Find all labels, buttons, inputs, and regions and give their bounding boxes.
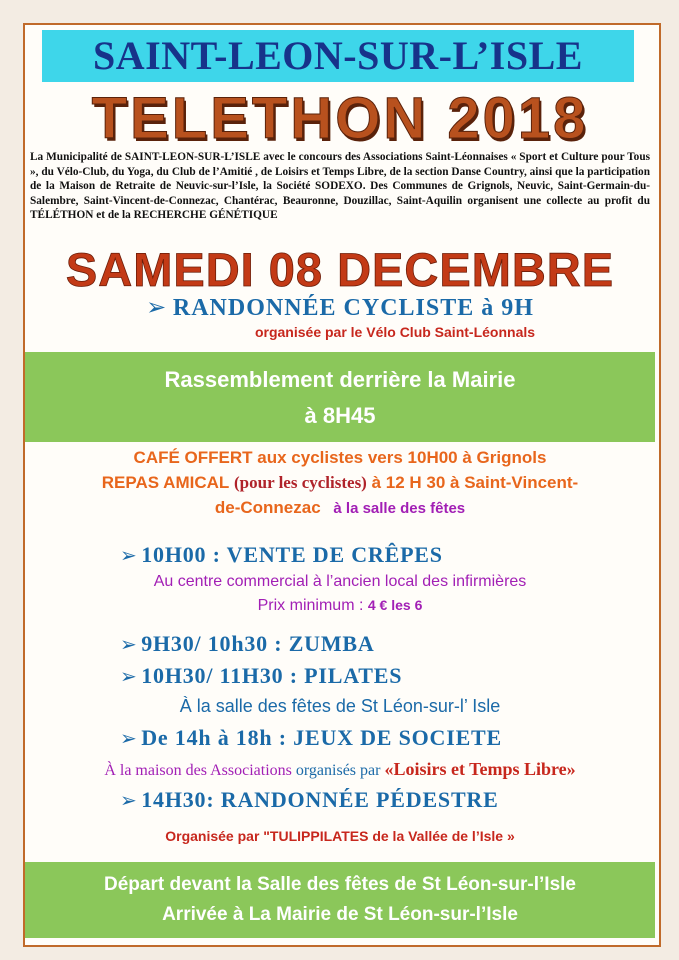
games-place-line	[23, 758, 657, 782]
games-organized: organisés par	[295, 762, 381, 779]
meal-line2	[23, 496, 657, 521]
games-place: À la maison des Associations	[104, 762, 292, 779]
meal-hall: à la salle des fêtes	[333, 500, 466, 517]
cycling-organizer: organisée par le Vélo Club Saint-Léonnals	[254, 324, 536, 340]
meal-time-place: à 12 H 30 à Saint-Vincent-	[371, 473, 579, 492]
meal-label: REPAS AMICAL	[101, 473, 230, 492]
crepes-line	[120, 540, 660, 573]
intro-paragraph: La Municipalité de SAINT-LEON-SUR-L’ISLE avec le concours des Associations Saint-Léonnaises « Sport et Culture pour Tous », du Vélo-Club, du Yoga, du Club de l’Amitié , de Loisirs et Temps Libre, de la section Danse Country, ainsi que la participation de la Maison de Retraite de Neuvic-sur-l’Isle, la Société SODEXO. Des Communes de Grignols, Neuvic, Saint-Germain-du-Salembre, Saint-Vincent-de-Connezac, Chantérac, Beauronne, Douzillac, Saint-Aquilin organisent une collecte au profit du TÉLÉTHON et de la RECHERCHE GÉNÉTIQUE	[30, 151, 650, 222]
hike-line	[120, 786, 660, 817]
games-line	[120, 724, 660, 755]
cycling-title: RANDONNÉE CYCLISTE à 9H	[172, 295, 534, 321]
arrow-bullet-icon: ➢	[120, 788, 137, 812]
games-title: De 14h à 18h : JEUX DE SOCIETE	[141, 725, 502, 750]
arrow-bullet-icon: ➢	[120, 664, 137, 688]
footer-line1: Départ devant la Salle des fêtes de St Léon-sur-l’Isle	[104, 874, 576, 895]
gathering-line1: Rassemblement derrière la Mairie	[164, 367, 516, 392]
arrow-bullet-icon: ➢	[120, 543, 137, 567]
meal-line	[23, 471, 657, 495]
hike-title: 14H30: RANDONNÉE PÉDESTRE	[141, 787, 499, 812]
pilates-line	[120, 662, 660, 693]
gathering-line2: à 8H45	[304, 403, 376, 428]
price-value: 4 € les 6	[367, 597, 423, 613]
crepes-place: Au centre commercial à l’ancien local des infirmières	[153, 573, 527, 590]
cycling-line	[23, 293, 657, 322]
arrow-bullet-icon: ➢	[120, 632, 137, 656]
meal-place-cont: de-Connezac	[214, 498, 321, 517]
arrow-bullet-icon: ➢	[146, 293, 167, 321]
crepes-price	[23, 595, 657, 616]
games-org: «Loisirs et Temps Libre»	[384, 759, 576, 779]
footer-line2: Arrivée à La Mairie de St Léon-sur-l’Isle	[162, 904, 518, 925]
zumba-line	[120, 630, 660, 661]
cafe-line: CAFÉ OFFERT aux cyclistes vers 10H00 à Grignols	[133, 448, 547, 467]
pilates-title: 10H30/ 11H30 : PILATES	[141, 663, 403, 688]
town-title: SAINT-LEON-SUR-L’ISLE	[42, 30, 634, 82]
meal-paren: (pour les cyclistes)	[234, 473, 367, 492]
arrow-bullet-icon: ➢	[120, 726, 137, 750]
hike-organizer: Organisée par "TULIPPILATES de la Vallée de l’Isle »	[165, 828, 515, 844]
zumba-title: 9H30/ 10h30 : ZUMBA	[141, 631, 375, 656]
event-title: TELETHON 2018	[91, 86, 589, 151]
crepes-title: 10H00 : VENTE DE CRÊPES	[141, 542, 443, 567]
event-date: SAMEDI 08 DECEMBRE	[65, 243, 615, 296]
pilates-place: À la salle des fêtes de St Léon-sur-l’ Isle	[179, 696, 501, 716]
price-label: Prix minimum :	[257, 597, 364, 614]
